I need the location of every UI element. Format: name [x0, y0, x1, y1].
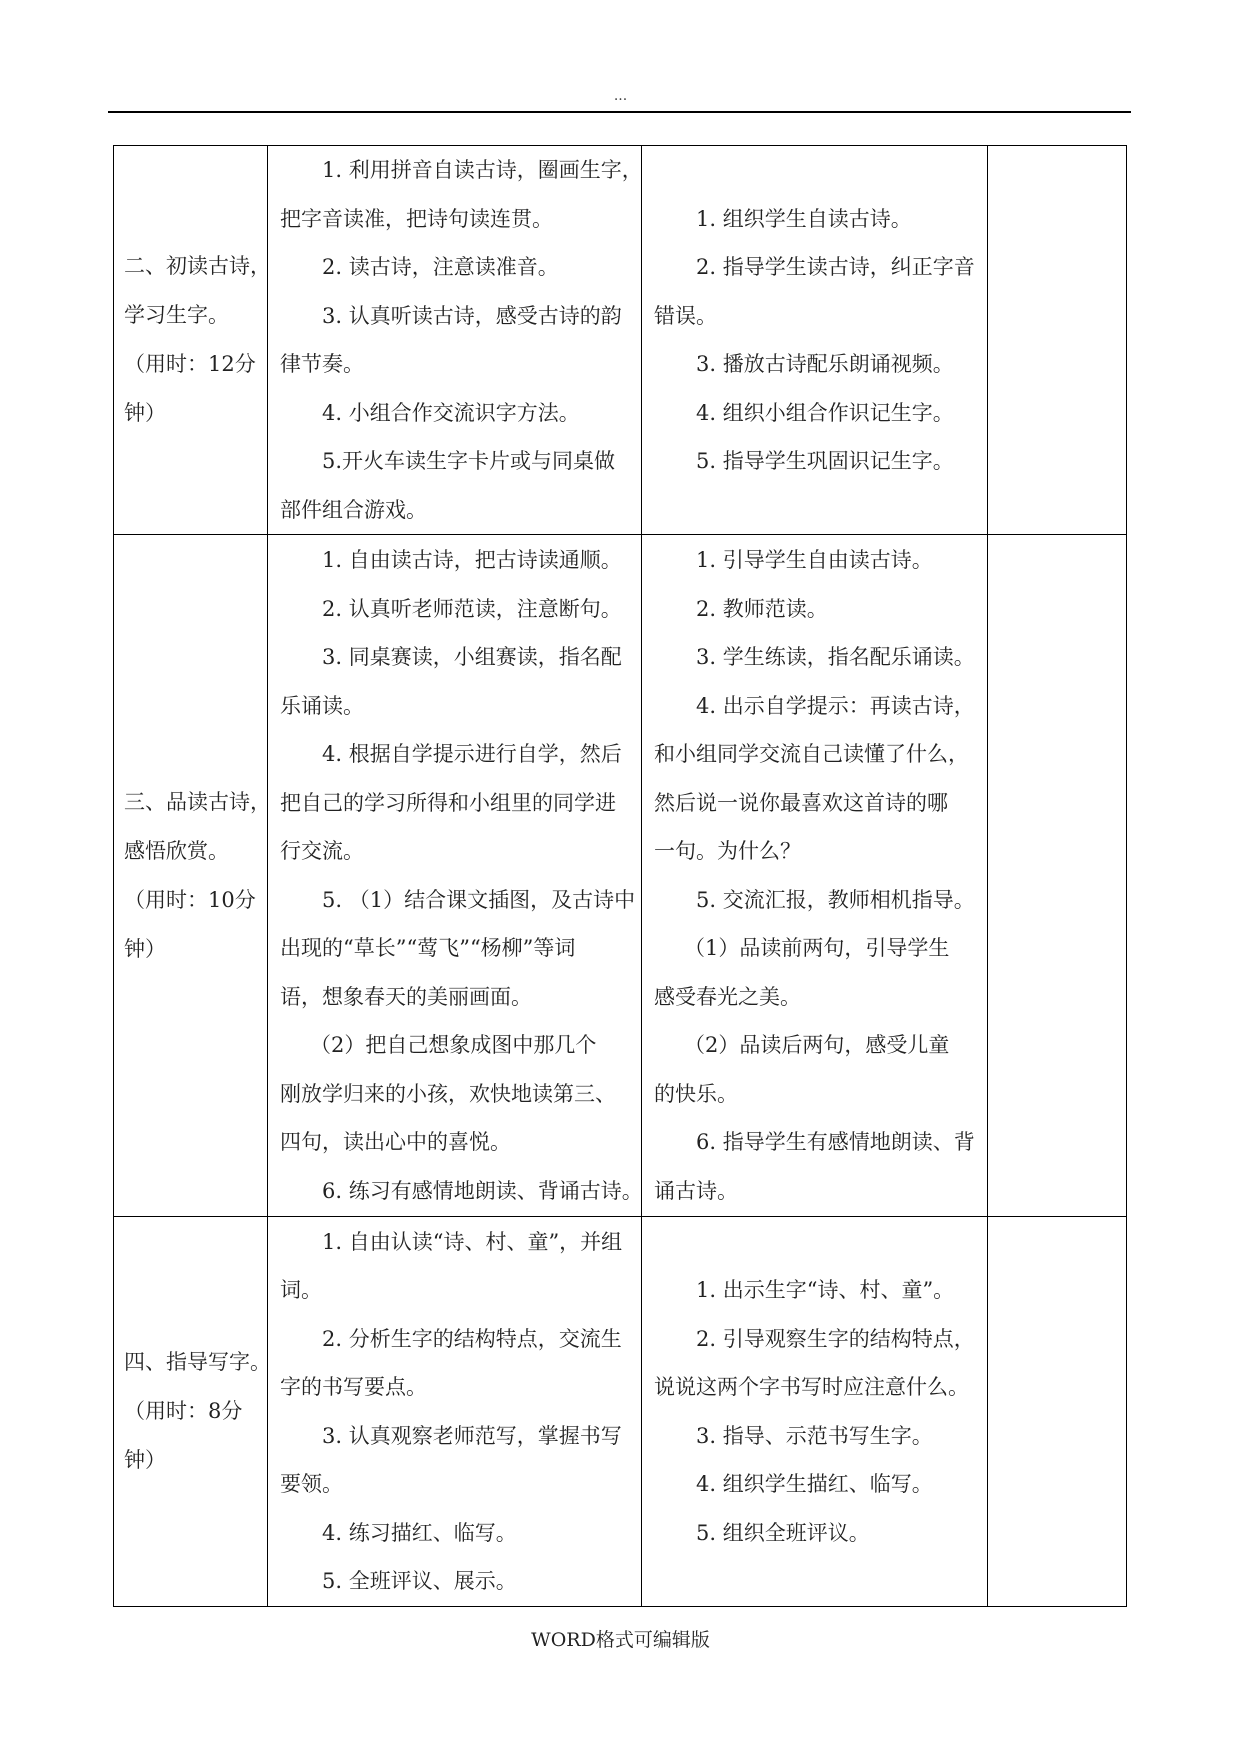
- student-activity-line: 1. 自由读古诗，把古诗读通顺。: [322, 548, 622, 572]
- teacher-activity-line: 5. 指导学生巩固识记生字。: [696, 449, 954, 473]
- student-activity-line: （2）把自己想象成图中那几个: [310, 1033, 597, 1057]
- teacher-activity-cell: [642, 146, 988, 535]
- student-activity-line: 4. 练习描红、临写。: [322, 1520, 517, 1545]
- stage-line: 钟）: [124, 401, 166, 425]
- student-activity-line: 1. 利用拼音自读古诗，圈画生字，: [322, 158, 643, 182]
- student-activity-line: 行交流。: [280, 839, 364, 863]
- stage-cell: [114, 535, 271, 1217]
- teacher-activity-line: 4. 组织学生描红、临写。: [696, 1472, 933, 1496]
- teacher-activity-line: 4. 出示自学提示：再读古诗，: [696, 693, 975, 718]
- lesson-plan-body: [114, 146, 1127, 1607]
- section-row: [114, 535, 1127, 1217]
- student-activity-line: 出现的“草长”“莺飞”“杨柳”等词: [280, 936, 576, 960]
- teacher-activity-line: （2）品读后两句，感受儿童: [684, 1033, 950, 1057]
- stage-line: 四、指导写字。: [124, 1350, 271, 1374]
- stage-line: 二、初读古诗，: [124, 254, 271, 278]
- student-activity-line: 把字音读准，把诗句读连贯。: [280, 206, 553, 231]
- teacher-activity-line: 然后说一说你最喜欢这首诗的哪: [654, 790, 948, 815]
- teacher-activity-line: 2. 指导学生读古诗，纠正字音: [696, 255, 975, 279]
- teacher-activity-line: 和小组同学交流自己读懂了什么，: [654, 742, 969, 766]
- student-activity-line: 2. 读古诗，注意读准音。: [322, 255, 559, 279]
- stage-cell: [114, 1217, 271, 1607]
- notes-cell: [988, 1217, 1127, 1607]
- stage-line: （用时：8分: [124, 1399, 243, 1423]
- teacher-activity-line: 2. 引导观察生字的结构特点，: [696, 1326, 975, 1351]
- stage-line: 感悟欣赏。: [124, 838, 229, 863]
- student-activity-line: 律节奏。: [280, 352, 364, 376]
- student-activity-cell: [268, 1217, 642, 1607]
- header-mark: ...: [613, 88, 628, 104]
- student-activity-line: 4. 小组合作交流识字方法。: [322, 400, 580, 425]
- teacher-activity-line: （1）品读前两句，引导学生: [684, 936, 950, 960]
- stage-line: 钟）: [124, 936, 166, 961]
- page-footer: WORD格式可编辑版: [531, 1629, 710, 1651]
- section-row: [114, 1217, 1127, 1607]
- student-activity-line: 3. 认真听读古诗，感受古诗的韵: [322, 303, 622, 328]
- teacher-activity-line: 1. 组织学生自读古诗。: [696, 206, 912, 231]
- teacher-activity-line: 诵古诗。: [654, 1178, 738, 1203]
- student-activity-line: 词。: [280, 1278, 322, 1302]
- teacher-activity-line: 2. 教师范读。: [696, 596, 828, 621]
- teacher-activity-line: 的快乐。: [654, 1081, 738, 1106]
- student-activity-line: 5. （1）结合课文插图，及古诗中: [322, 887, 636, 912]
- student-activity-line: 5. 全班评议、展示。: [322, 1569, 517, 1593]
- teacher-activity-line: 3. 指导、示范书写生字。: [696, 1423, 933, 1448]
- teacher-activity-line: 感受春光之美。: [654, 984, 801, 1009]
- teacher-activity-line: 错误。: [654, 303, 717, 328]
- teacher-activity-line: 5. 交流汇报，教师相机指导。: [696, 887, 975, 912]
- teacher-activity-line: 5. 组织全班评议。: [696, 1520, 870, 1545]
- teacher-activity-cell: [642, 1217, 988, 1607]
- student-activity-line: 6. 练习有感情地朗读、背诵古诗。: [322, 1178, 643, 1203]
- student-activity-line: 5.开火车读生字卡片或与同桌做: [322, 449, 616, 473]
- student-activity-line: 2. 分析生字的结构特点，交流生: [322, 1326, 622, 1351]
- student-activity-line: 4. 根据自学提示进行自学，然后: [322, 742, 622, 766]
- stage-line: 钟）: [124, 1448, 166, 1472]
- notes-cell: [988, 535, 1127, 1217]
- student-activity-line: 四句，读出心中的喜悦。: [280, 1130, 511, 1154]
- stage-line: 学习生字。: [124, 303, 229, 327]
- teacher-activity-line: 一句。为什么？: [654, 839, 801, 863]
- student-activity-line: 2. 认真听老师范读，注意断句。: [322, 596, 622, 621]
- student-activity-line: 3. 同桌赛读，小组赛读，指名配: [322, 645, 622, 669]
- lesson-plan-table: [113, 145, 1127, 1607]
- teacher-activity-cell: [642, 535, 988, 1217]
- student-activity-line: 部件组合游戏。: [280, 497, 427, 522]
- teacher-activity-line: 1. 引导学生自由读古诗。: [696, 548, 933, 572]
- student-activity-line: 刚放学归来的小孩，欢快地读第三、: [280, 1081, 616, 1106]
- teacher-activity-line: 1. 出示生字“诗、村、童”。: [696, 1278, 955, 1302]
- stage-line: （用时：12分: [124, 352, 256, 376]
- student-activity-line: 3. 认真观察老师范写，掌握书写: [322, 1423, 622, 1448]
- stage-line: （用时：10分: [124, 887, 256, 912]
- teacher-activity-line: 3. 播放古诗配乐朗诵视频。: [696, 352, 954, 376]
- section-row: [114, 146, 1127, 535]
- teacher-activity-line: 说说这两个字书写时应注意什么。: [654, 1375, 969, 1399]
- teacher-activity-line: 4. 组织小组合作识记生字。: [696, 400, 954, 425]
- student-activity-line: 字的书写要点。: [280, 1375, 427, 1399]
- stage-line: 三、品读古诗，: [124, 789, 271, 814]
- student-activity-line: 要领。: [280, 1472, 343, 1496]
- student-activity-line: 1. 自由认读“诗、村、童”，并组: [322, 1229, 623, 1254]
- student-activity-line: 语，想象春天的美丽画面。: [280, 984, 532, 1009]
- student-activity-cell: [268, 146, 642, 535]
- teacher-activity-line: 6. 指导学生有感情地朗读、背: [696, 1130, 975, 1154]
- teacher-activity-line: 3. 学生练读，指名配乐诵读。: [696, 645, 975, 669]
- stage-cell: [114, 146, 271, 535]
- student-activity-line: 乐诵读。: [280, 693, 364, 718]
- student-activity-line: 把自己的学习所得和小组里的同学进: [280, 790, 616, 815]
- notes-cell: [988, 146, 1127, 535]
- student-activity-cell: [268, 535, 642, 1217]
- header-rule: [108, 111, 1131, 113]
